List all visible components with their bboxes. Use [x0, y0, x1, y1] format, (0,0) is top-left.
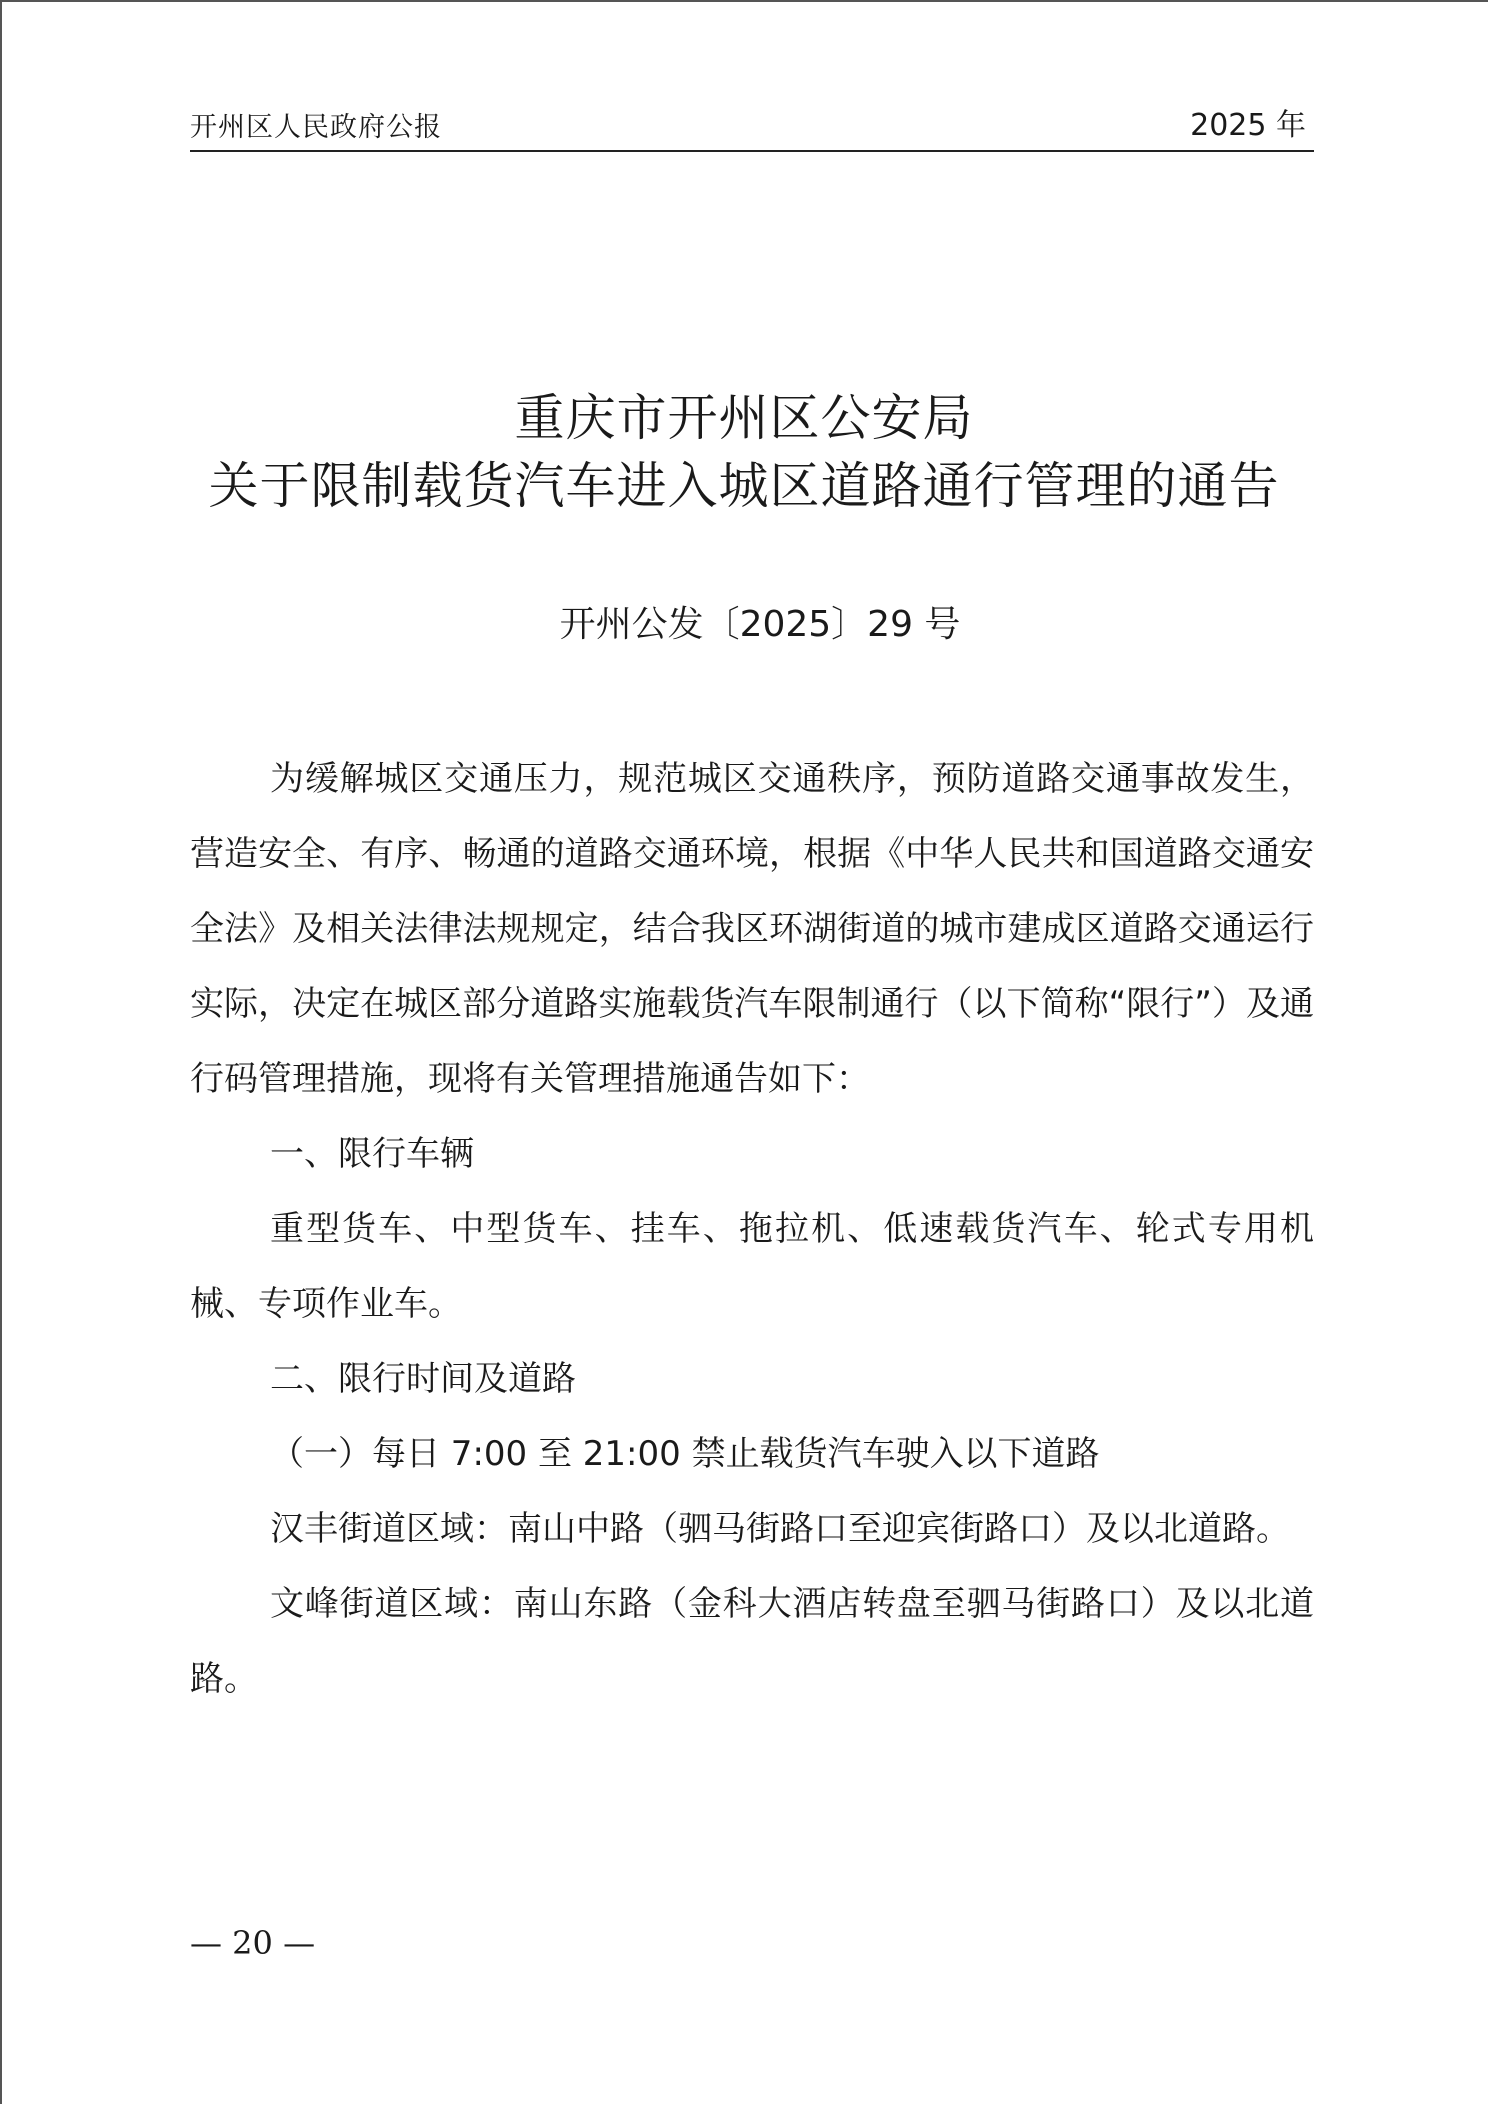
- paragraph-intro: 为缓解城区交通压力，规范城区交通秩序，预防道路交通事故发生，营造安全、有序、畅通的道路交通环境，根据《中华人民共和国道路交通安全法》及相关法律法规规定，结合我区环湖街道的城市建成区道路交通运行实际，决定在城区部分道路实施载货汽车限制通行（以下简称“限行”）及通行码管理措施，现将有关管理措施通告如下：: [190, 759, 1314, 1099]
- paragraph-wenfeng-area: 文峰街道区域：南山东路（金科大酒店转盘至驷马街路口）及以北道路。: [190, 1584, 1314, 1699]
- document-number: 开州公发〔2025〕29 号: [559, 604, 961, 645]
- section-heading-vehicles: 一、限行车辆: [270, 1134, 474, 1174]
- title-subject: 关于限制载货汽车进入城区道路通行管理的通告: [208, 457, 1280, 515]
- title-issuer: 重庆市开州区公安局: [514, 389, 974, 447]
- subsection-daily-restriction: （一）每日 7:00 至 21:00 禁止载货汽车驶入以下道路: [270, 1434, 1100, 1474]
- page-header: [190, 108, 1314, 152]
- publication-name: 开州区人民政府公报: [190, 112, 442, 143]
- section-heading-time-roads: 二、限行时间及道路: [270, 1359, 576, 1399]
- paragraph-hanfeng-area: 汉丰街道区域：南山中路（驷马街路口至迎宾街路口）及以北道路。: [270, 1509, 1290, 1549]
- page-number: — 20 —: [190, 1924, 316, 1962]
- paragraph-vehicle-types: 重型货车、中型货车、挂车、拖拉机、低速载货汽车、轮式专用机械、专项作业车。: [190, 1209, 1314, 1324]
- publication-year: 2025 年: [1190, 108, 1306, 143]
- document-body: [190, 742, 1314, 1717]
